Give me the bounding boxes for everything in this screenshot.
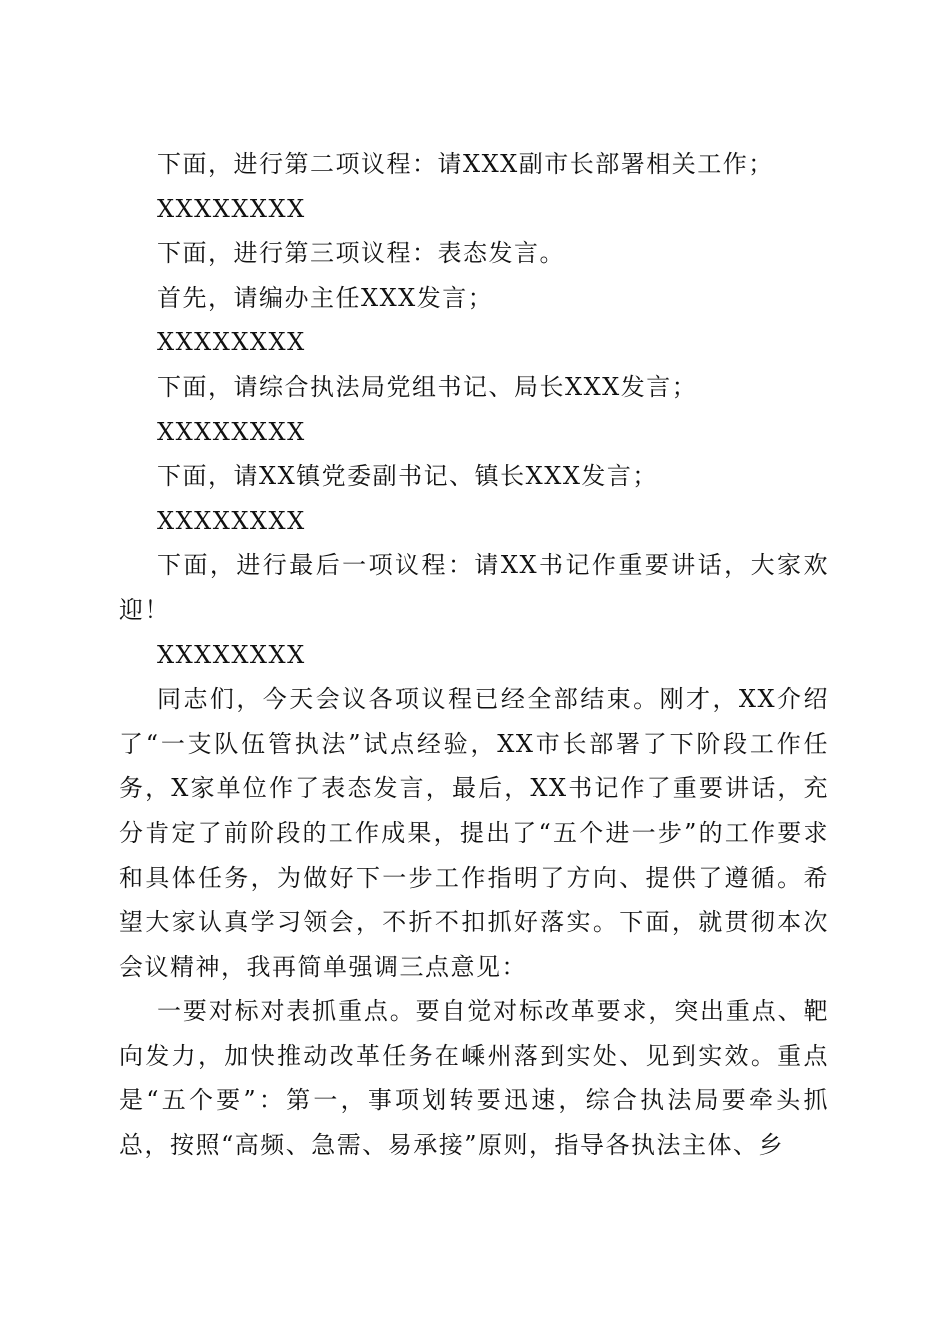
paragraph-placeholder: XXXXXXXX: [157, 194, 306, 223]
paragraph-placeholder: XXXXXXXX: [157, 328, 306, 357]
paragraph-placeholder: XXXXXXXX: [157, 640, 306, 669]
document-body: [119, 142, 829, 1168]
paragraph-third-speaker: 下面，请XX镇党委副书记、镇长XXX发言；: [157, 462, 658, 491]
paragraph-summary: 同志们，今天会议各项议程已经全部结束。刚才，XX介绍了“一支队伍管执法”试点经验，XX市长部署了下阶段工作任务，X家单位作了表态发言，最后，XX书记作了重要讲话，充分肯定了前阶段的工作成果，提出了“五个进一步”的工作要求和具体任务，为做好下一步工作指明了方向、提供了遵循。希望大家认真学习领会，不折不扣抓好落实。下面，就贯彻本次会议精神，我再简单强调三点意见：: [119, 685, 829, 981]
paragraph-placeholder: XXXXXXXX: [157, 506, 306, 535]
paragraph-first-speaker: 首先，请编办主任XXX发言；: [157, 283, 494, 312]
paragraph-final-agenda: 下面，进行最后一项议程：请XX书记作重要讲话，大家欢迎！: [119, 551, 829, 624]
paragraph-agenda-three: 下面，进行第三项议程：表态发言。: [157, 239, 565, 268]
paragraph-agenda-two: 下面，进行第二项议程：请XXX副市长部署相关工作；: [157, 150, 774, 178]
paragraph-second-speaker: 下面，请综合执法局党组书记、局长XXX发言；: [157, 372, 698, 401]
paragraph-placeholder: XXXXXXXX: [157, 417, 306, 446]
paragraph-point-one: 一要对标对表抓重点。要自觉对标改革要求，突出重点、靶向发力，加快推动改革任务在嵊州落到实处、见到实效。重点是“五个要”：第一，事项划转要迅速，综合执法局要牵头抓总，按照“高频、急需、易承接”原则，指导各执法主体、乡: [119, 997, 829, 1160]
